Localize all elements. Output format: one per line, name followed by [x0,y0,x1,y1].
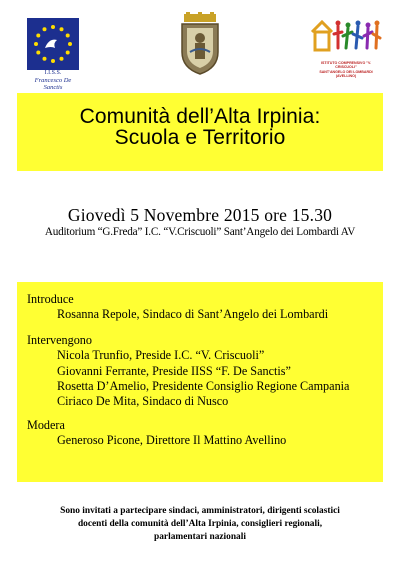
invitation-line-2: docenti della comunità dell’Alta Irpinia, consiglieri regionali, [77,519,323,529]
introduce-label: Introduce [27,292,74,306]
speaker-2: Giovanni Ferrante, Preside IISS “F. De Sanctis” [57,363,291,378]
title-line-2: Scuola e Territorio [114,126,286,149]
eu-logo-caption-1: I.I.S.S. [44,70,62,76]
title-line-1: Comunità dell’Alta Irpinia: [79,105,321,128]
event-date: Giovedì 5 Novembre 2015 ore 15.30 [67,205,333,225]
speaker-3: Rosetta D’Amelio, Presidente Consiglio Regione Campania [57,378,350,393]
eu-school-logo [27,18,79,91]
eu-flag-icon [27,18,79,70]
title-banner [17,93,383,171]
school-logo-caption-1: ISTITUTO COMPRENSIVO "V. CRISCUOLI" [320,61,372,70]
event-venue: Auditorium “G.Freda” I.C. “V.Criscuoli” Sant’Angelo dei Lombardi AV [44,226,356,238]
moderator: Generoso Picone, Direttore Il Mattino Avellino [57,433,287,448]
speaker-1: Nicola Trunfio, Preside I.C. “V. Criscuoli” [57,348,265,363]
program-box [17,282,383,482]
eu-logo-caption-2: Francesco De Sanctis [34,77,72,91]
town-crest-icon [178,12,222,76]
speaker-4: Ciriaco De Mita, Sindaco di Nusco [57,394,229,409]
school-ic-logo [310,18,382,79]
school-figures-icon [310,18,382,56]
logo-bar [0,0,400,91]
intervengono-label: Intervengono [27,333,92,348]
invitation-note [0,505,400,544]
invitation-line-1: Sono invitati a partecipare sindaci, amministratori, dirigenti scolastici [60,506,340,516]
modera-label: Modera [27,418,65,433]
introduce-speaker: Rosanna Repole, Sindaco di Sant’Angelo dei Lombardi [57,307,329,321]
program-list [27,292,377,449]
invitation-line-3: parlamentari nazionali [154,532,246,542]
school-logo-caption-2: SANT'ANGELO DEI LOMBARDI (AVELLINO) [319,69,373,79]
